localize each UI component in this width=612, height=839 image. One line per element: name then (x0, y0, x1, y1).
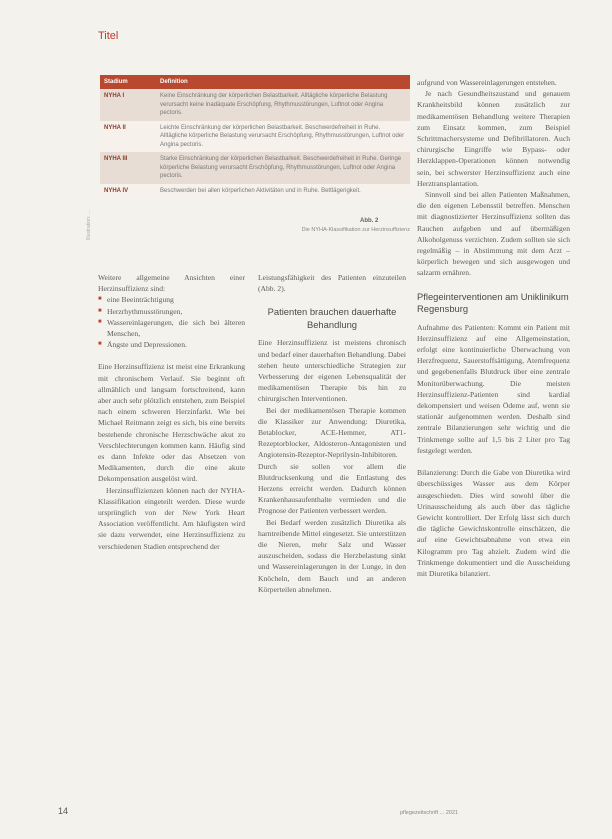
table-row (100, 89, 410, 121)
paragraph: Weitere allgemeine Ansichten einer Herzinsuffizienz sind: (98, 273, 245, 294)
paragraph: Eine Herzinsuffizienz ist meistens chronisch und bedarf einer dauerhaften Behandlung. Dabei stehen heute unterschiedliche Strategien zur Verbesserung der eigenen Lebensqualität der medikamentösen Therapie bis hin zu chirurgischen Interventionen. (258, 338, 406, 404)
text-column-2 (258, 272, 406, 802)
table-row (100, 152, 410, 184)
table-header-row (100, 75, 410, 89)
paragraph: Eine Herzinsuffizienz ist meist eine Erkrankung mit chronischem Verlauf. Sie beginnt oft allmählich und langsam fortschreitend, kann aber auch sehr plötzlich entstehen, zum Beispiel nach einem schweren Herzinfarkt. Wie bei Michael Reitmann zeigt es sich, bis eine bereits bestehende chronische Herzschwäche akut zu Verschlechterungen kommen kann. Häufig sind es dann Infekte oder das Absetzen von Medikamenten, durch die eine akute Dekompensation ausgelöst wird. (98, 362, 245, 484)
table-cell-definition: Leichte Einschränkung der körperlichen Belastbarkeit. Beschwerdefreiheit in Ruhe. Alltägliche körperliche Belastung verursacht Erschöpfung, Rhythmusstörungen, Luftnot oder Angina pectoris. (156, 121, 410, 153)
nyha-table (100, 75, 410, 198)
page-number: 14 (58, 806, 69, 816)
paragraph: Bei der medikamentösen Therapie kommen die Klassiker zur Anwendung: Diuretika, Betablocker, ACE-Hemmer, AT1-Rezeptorblocker, Aldosteron-Antagonisten und Angiotensin-Rezeptor-Neprilysin-Inhibitoren. Durch sie sollen vor allem die Blutdrucksenkung und die Entlastung des Herzens erreicht werden. Dadurch können Krankenhausaufenthalte vermieden und die Prognose der Patienten verbessert werden. (258, 405, 406, 516)
section-heading: Patienten brauchen dauerhafte Behandlung (267, 306, 397, 330)
image-credit: Illustration: ... (86, 210, 92, 240)
text-column-1 (98, 272, 245, 802)
paragraph: Herzinsuffizienzen können nach der NYHA-Klassifikation eingeteilt werden. Diese wurde ursprünglich von der New York Heart Association veröffentlicht. Am häufigsten wird sie dazu verwendet, eine Herzinsuffizienz zu verschiedenen Stadien entsprechend der (98, 485, 245, 551)
table-row (100, 121, 410, 153)
paragraph: Bilanzierung: Durch die Gabe von Diuretika wird überschüssiges Wasser aus dem Körper ausgeschieden. Dies wird sowohl über die Urinausscheidung als auch über das tägliche Gewicht kontrolliert. Der Erfolg lässt sich durch die tägliche Gewichtskontrolle einschätzen, die auf eine Gewichtsabnahme von etwa ein Kilogramm pro Tag abzielt. Zudem wird die Trinkmenge dokumentiert und die Ausscheidung mit Diuretika bilanziert. (417, 468, 570, 578)
paragraph: Sinnvoll sind bei allen Patienten Maßnahmen, die den eigenen Lebensstil betreffen. Menschen mit diagnostizierter Herzinsuffizienz sollten das Rauchen aufgeben und auf übermäßigen Alkoholgenuss verzichten. Zudem sollten sie sich regelmäßig – in Abstimmung mit dem Arzt – körperlich bewegen und sich ausgewogen und salzarm ernähren. (417, 190, 570, 278)
paragraph: aufgrund von Wassereinlagerungen entstehen. (417, 78, 557, 87)
list-item: ■ eine Beeinträchtigung (98, 294, 245, 305)
table-cell-definition: Keine Einschränkung der körperlichen Belastbarkeit. Alltägliche körperliche Belastung verursacht keine inadäquate Erschöpfung, Rhythmusstörungen, Luftnot oder Angina pectoris. (156, 89, 410, 121)
table-row (100, 184, 410, 199)
footer-text: pflegezeitschrift ... 2021 (400, 810, 459, 816)
list-item: ■ Ängste und Depressionen. (98, 339, 245, 350)
list-item: ■ Herzrhythmusstörungen, (98, 306, 245, 317)
figure-label: Abb. 2 (360, 218, 379, 224)
section-heading: Pflegeinterventionen am Uniklinikum Regensburg (417, 290, 569, 315)
paragraph: Leistungsfähigkeit des Patienten einzuteilen (Abb. 2). (258, 273, 406, 294)
list-item: ■ Wassereinlagerungen, die sich bei älteren Menschen, (98, 317, 245, 339)
paragraph: Aufnahme des Patienten: Kommt ein Patient mit Herzinsuffizienz auf eine Allgemeinstation, erfolgt eine kontinuierliche Überwachung von Herzfrequenz, Sauerstoffsättigung, Atemfrequenz und gegebenenfalls Blutdruck über eine zentrale Monitorüberwachung. Die meisten Herzinsuffizienz-Patienten sind kardial dekompensiert und weisen Ödeme auf, wenn sie stationär aufgenommen werden. Deshalb sind zentrale Bilanzierungen sehr wichtig und die Trinkmenge sollte auf 1,5 bis 2 Liter pro Tag festgelegt werden. (417, 322, 570, 455)
table-cell-definition: Beschwerden bei allen körperlichen Aktivitäten und in Ruhe. Bettlägerigkeit. (156, 184, 410, 199)
paragraph: Bei Bedarf werden zusätzlich Diuretika als harntreibende Mittel eingesetzt. Sie unterstützen die Nieren, mehr Salz und Wasser auszuscheiden, sodass die Herzbelastung sinkt und Wassereinlagerungen in der Lunge, in den Knöcheln, dem Bauch und an anderen Körperteilen abnehmen. (258, 517, 406, 594)
table-cell-definition: Starke Einschränkung der körperlichen Belastbarkeit. Beschwerdefreiheit in Ruhe. Geringe körperliche Belastung verursacht Erschöpfung, Rhythmusstörungen, Luftnot oder Angina pectoris. (156, 152, 410, 184)
paragraph: Je nach Gesundheitszustand und genauem Krankheitsbild können zusätzlich zur medikamentösen Behandlung weitere Therapien zum Einsatz kommen, zum Beispiel Schrittmachersysteme und Defibrillatoren. Auch chirurgische Eingriffe wie Bypass- oder Herzklappen-Operationen können notwendig sein, bei schwerster Herzinsuffizienz auch eine Herztransplantation. (417, 89, 570, 188)
text-column-3 (417, 77, 570, 802)
table-cell-stage: NYHA I (100, 89, 156, 121)
section-label: Titel (98, 30, 119, 42)
table-header-stage: Stadium (100, 75, 156, 89)
figure-caption: Die NYHA-Klassifikation zur Herzinsuffizienz (301, 227, 410, 233)
table-cell-stage: NYHA II (100, 121, 156, 153)
table-cell-stage: NYHA IV (100, 184, 156, 199)
table-header-definition: Definition (156, 75, 410, 89)
table-cell-stage: NYHA III (100, 152, 156, 184)
